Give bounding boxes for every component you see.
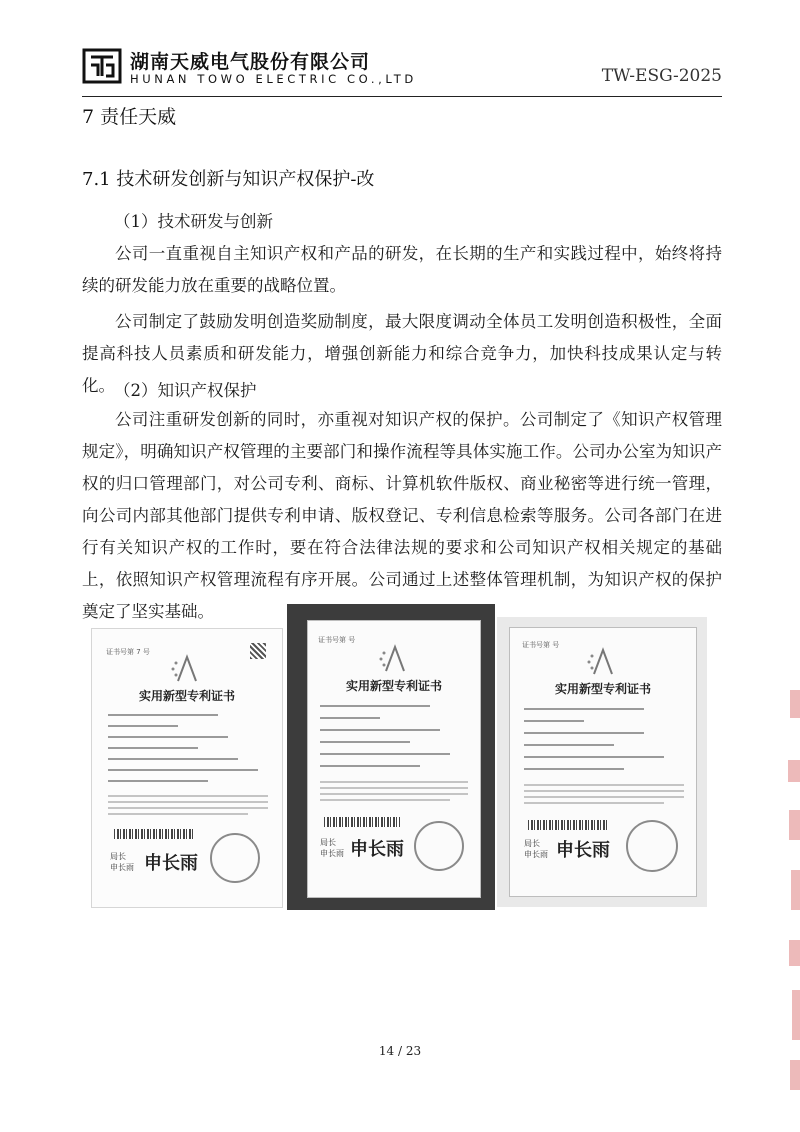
company-name-en: HUNAN TOWO ELECTRIC CO.,LTD	[130, 72, 417, 86]
patent-certificate-3-photo	[497, 617, 707, 907]
towo-logo-icon	[82, 48, 122, 84]
patent-office-emblem-icon	[584, 646, 622, 676]
subsection-heading: 7.1 技术研发创新与知识产权保护-改	[82, 169, 375, 190]
signature-label: 局长 申长雨	[110, 852, 134, 872]
subtopic-rnd-heading: （1）技术研发与创新	[114, 212, 273, 231]
company-name-cn: 湖南天威电气股份有限公司	[130, 51, 371, 73]
cert-number-text: 证书号第 号	[522, 641, 560, 649]
page-number: 14 / 23	[378, 1044, 422, 1058]
section-heading: 7 责任天威	[82, 106, 177, 128]
paragraph-rnd-2: 公司制定了鼓励发明创造奖励制度，最大限度调动全体员工发明创造积极性，全面提高科技人员素质和研发能力，增强创新能力和综合竞争力，加快科技成果认定与转化。	[82, 312, 722, 395]
paragraph-ip: 公司注重研发创新的同时，亦重视对知识产权的保护。公司制定了《知识产权管理规定》，明确知识产权管理的主要部门和操作流程等具体实施工作。公司办公室为知识产权的归口管理部门，对公司专利、商标、计算机软件版权、商业秘密等进行统一管理，向公司内部其他部门提供专利申请、版权登记、专利信息检索等服务。公司各部门在进行有关知识产权的工作时，要在符合法律法规的要求和公司知识产权相关规定的基础上，依照知识产权管理流程有序开展。公司通过上述整体管理机制，为知识产权的保护奠定了坚实基础。	[82, 410, 722, 621]
director-signature: 申长雨	[350, 839, 404, 860]
director-signature: 申长雨	[144, 853, 198, 874]
director-signature: 申长雨	[556, 840, 610, 861]
seal-edge-mark	[784, 690, 800, 1110]
official-seal-icon	[210, 833, 260, 883]
patent-office-emblem-icon	[376, 643, 414, 673]
official-seal-icon	[414, 821, 464, 871]
signature-label: 局长 申长雨	[320, 838, 344, 858]
certificate-title: 实用新型专利证书	[138, 689, 235, 703]
barcode	[324, 817, 400, 827]
qr-code-icon	[250, 643, 266, 659]
barcode	[114, 829, 194, 839]
cert-number-text: 证书号第 7 号	[106, 648, 150, 656]
document-code: TW-ESG-2025	[601, 66, 722, 86]
header-divider	[82, 96, 722, 97]
page-header	[82, 44, 722, 96]
patent-certificate-3	[509, 627, 697, 897]
signature-label: 局长 申长雨	[524, 839, 548, 859]
patent-certificate-2	[307, 620, 481, 898]
certificate-title: 实用新型专利证书	[345, 679, 442, 693]
paragraph-rnd-1: 公司一直重视自主知识产权和产品的研发，在长期的生产和实践过程中，始终将持续的研发能力放在重要的战略位置。	[82, 244, 722, 295]
barcode	[528, 820, 608, 830]
certificate-title: 实用新型专利证书	[554, 682, 651, 696]
patent-certificate-1	[91, 628, 283, 908]
official-seal-icon	[626, 820, 678, 872]
patent-certificate-2-photo	[287, 604, 495, 910]
subtopic-ip-heading: （2）知识产权保护	[114, 381, 257, 400]
cert-number-text: 证书号第 号	[318, 636, 356, 644]
patent-office-emblem-icon	[168, 653, 206, 683]
